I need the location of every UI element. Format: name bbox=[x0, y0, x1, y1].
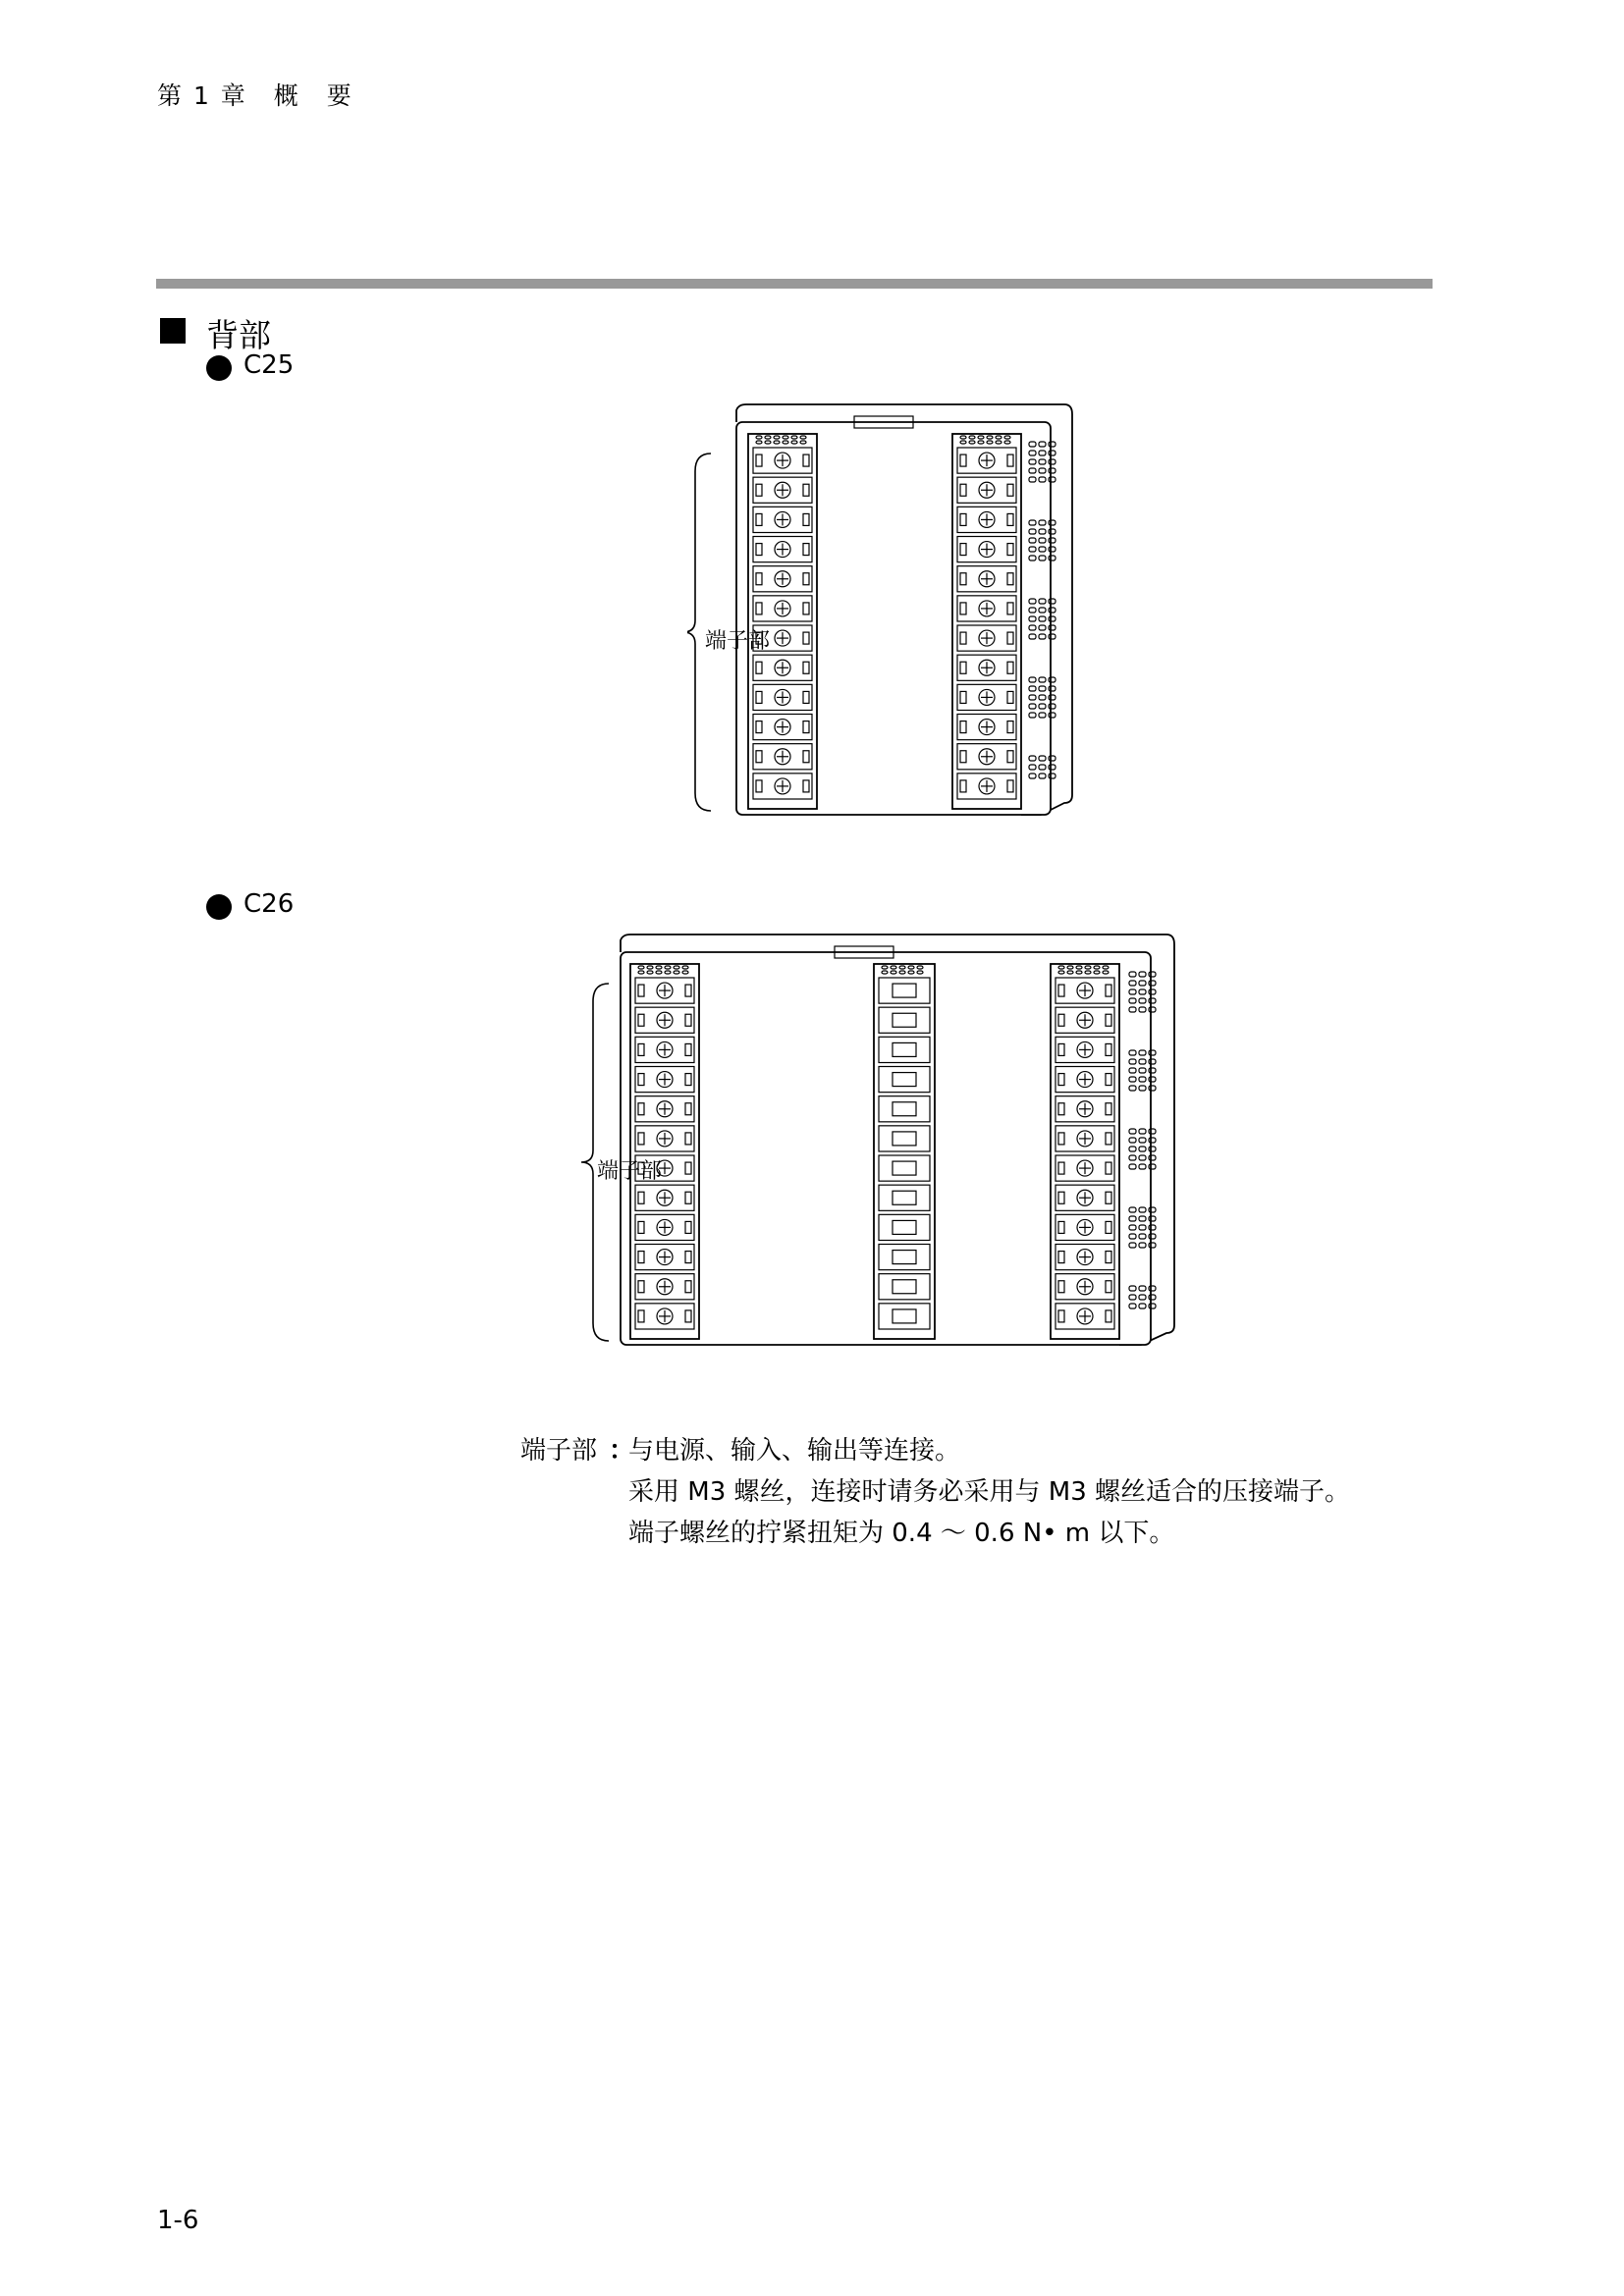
description-line: 端子螺丝的拧紧扭矩为 0.4 ～ 0.6 N• m 以下。 bbox=[628, 1519, 1175, 1548]
terminal-callout-c26: 端子部 bbox=[597, 1159, 663, 1184]
chapter-heading: 第 1 章 概 要 bbox=[157, 81, 353, 110]
c26-rear-panel-figure bbox=[579, 923, 1188, 1374]
terminal-callout-c25: 端子部 bbox=[705, 629, 771, 654]
description-term: 端子部 bbox=[520, 1436, 598, 1466]
bullet-circle-icon bbox=[206, 894, 232, 920]
bullet-circle-icon bbox=[206, 355, 232, 381]
section-rule bbox=[156, 279, 1433, 289]
c25-rear-panel-figure bbox=[687, 393, 1080, 844]
section-title: 背部 bbox=[206, 316, 271, 354]
page-number: 1-6 bbox=[157, 2206, 199, 2235]
description-line: 采用 M3 螺丝，连接时请务必采用与 M3 螺丝适合的压接端子。 bbox=[628, 1477, 1351, 1507]
figure-label-c25: C25 bbox=[244, 350, 295, 380]
description-colon: ： bbox=[609, 1436, 635, 1466]
figure-label-c26: C26 bbox=[244, 889, 295, 919]
description-line: 与电源、输入、输出等连接。 bbox=[628, 1436, 961, 1466]
section-square-icon bbox=[160, 318, 186, 344]
